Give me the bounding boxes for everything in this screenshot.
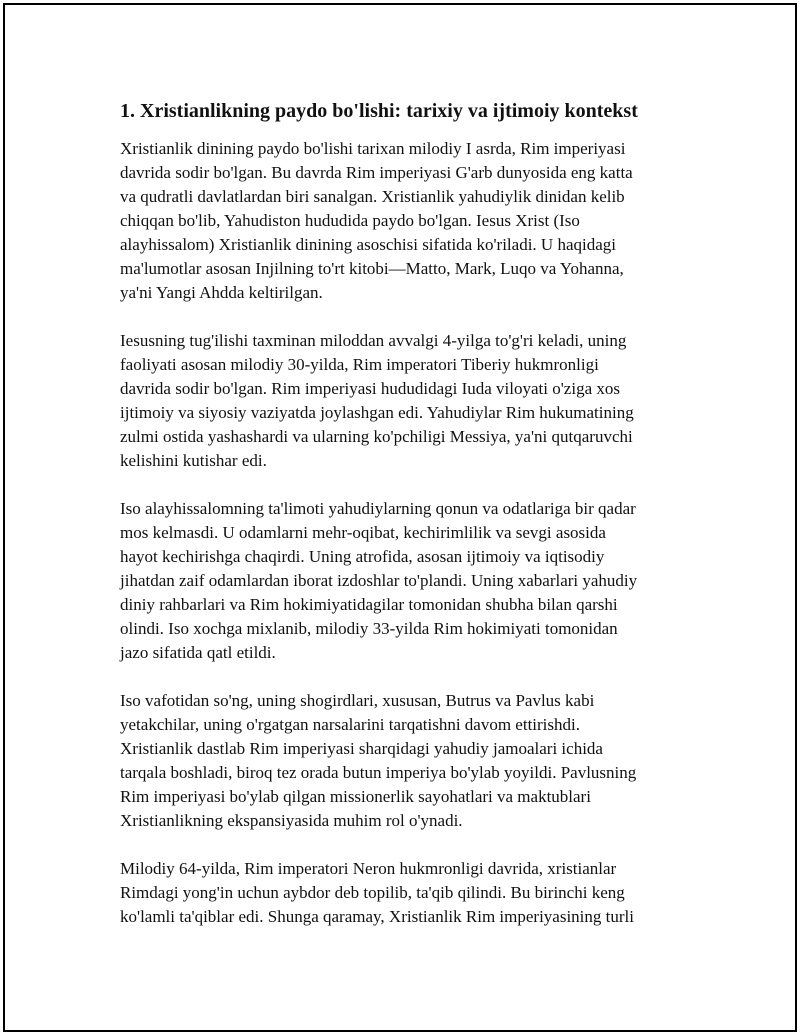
page-title: 1. Xristianlikning paydo bo'lishi: tarixiy va ijtimoiy kontekst [120,100,638,122]
paragraph-3: Iso alayhissalomning ta'limoti yahudiylarning qonun va odatlariga bir qadar mos kelmasdi. U odamlarni mehr-oqibat, kechirimlilik va sevgi asosida hayot kechirishga chaqirdi. Uning atrofida, asosan ijtimoiy va iqtisodiy jihatdan zaif odamlardan iborat izdoshlar to'plandi. Uning xabarlari yahudiy diniy rahbarlari va Rim hokimiyatidagilar tomonidan shubha bilan qarshi olindi. Iso xochga mixlanib, milodiy 33-yilda Rim hokimiyati tomonidan jazo sifatida qatl etildi. [120,499,638,662]
paragraph-2: Iesusning tug'ilishi taxminan miloddan avvalgi 4-yilga to'g'ri keladi, uning faoliyati asosan milodiy 30-yilda, Rim imperatori Tiberiy hukmronligi davrida sodir bo'lgan. Rim imperiyasi hududidagi Iuda viloyati o'ziga xos ijtimoiy va siyosiy vaziyatda joylashgan edi. Yahudiylar Rim hukumatining zulmi ostida yashashardi va ularning ko'pchiligi Messiya, ya'ni qutqaruvchi kelishini kutishar edi. [120,331,634,470]
paragraph-5: Milodiy 64-yilda, Rim imperatori Neron hukmronligi davrida, xristianlar Rimdagi yong'in uchun aybdor deb topilib, ta'qib qilindi. Bu birinchi keng ko'lamli ta'qiblar edi. Shunga qaramay, Xristianlik Rim imperiyasining turli [120,859,634,926]
paragraph-1: Xristianlik dinining paydo bo'lishi tarixan milodiy I asrda, Rim imperiyasi davrida sodir bo'lgan. Bu davrda Rim imperiyasi G'arb dunyosida eng katta va qudratli davlatlardan biri sanalgan. Xristianlik yahudiylik dinidan kelib chiqqan bo'lib, Yahudiston hududida paydo bo'lgan. Iesus Xrist (Iso alayhissalom) Xristianlik dinining asoschisi sifatida ko'riladi. U haqidagi ma'lumotlar asosan Injilning to'rt kitobi—Matto, Mark, Luqo va Yohanna, ya'ni Yangi Ahdda keltirilgan. [120,139,633,302]
document-body [120,99,700,953]
paragraph-4: Iso vafotidan so'ng, uning shogirdlari, xususan, Butrus va Pavlus kabi yetakchilar, uning o'rgatgan narsalarini tarqatishni davom ettirishdi. Xristianlik dastlab Rim imperiyasi sharqidagi yahudiy jamoalari ichida tarqala boshladi, biroq tez orada butun imperiya bo'ylab yoyildi. Pavlusning Rim imperiyasi bo'ylab qilgan missionerlik sayohatlari va maktublari Xristianlikning ekspansiyasida muhim rol o'ynadi. [120,691,637,830]
page-frame [3,3,797,1032]
